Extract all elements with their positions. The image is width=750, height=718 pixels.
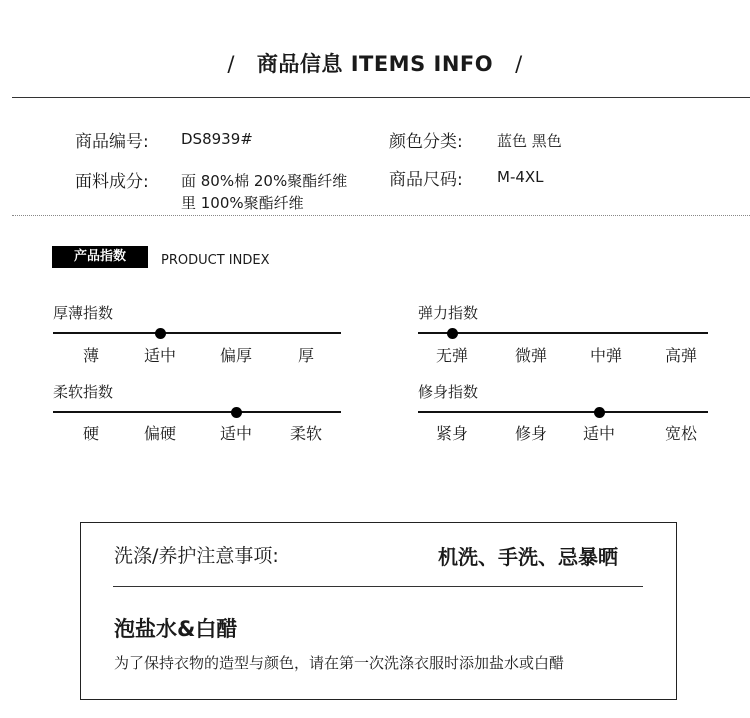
scale-title: 修身指数 bbox=[418, 383, 479, 401]
scale-option: 宽松 bbox=[664, 424, 697, 443]
scale-title: 柔软指数 bbox=[53, 383, 114, 401]
product-index-en: PRODUCT INDEX bbox=[161, 253, 270, 268]
scale-title: 厚薄指数 bbox=[53, 304, 114, 322]
title-text: 商品信息 ITEMS INFO bbox=[256, 52, 494, 76]
scale-title: 弹力指数 bbox=[418, 304, 479, 322]
title-slash-right: / bbox=[515, 52, 523, 76]
scale-line bbox=[418, 411, 708, 413]
scale-option: 适中 bbox=[143, 346, 176, 365]
material-line-lining: 里 100%聚酯纤维 bbox=[181, 194, 304, 212]
color-label: 颜色分类: bbox=[389, 132, 463, 152]
scale-option: 适中 bbox=[582, 424, 615, 443]
scale-option: 偏硬 bbox=[143, 424, 176, 443]
scale-option: 无弹 bbox=[435, 346, 468, 365]
scale-marker bbox=[594, 407, 605, 418]
material-label: 面料成分: bbox=[75, 172, 149, 192]
scale-line bbox=[53, 332, 341, 334]
scale-option: 薄 bbox=[82, 346, 99, 365]
scale-option: 厚 bbox=[297, 346, 314, 365]
scale-marker bbox=[155, 328, 166, 339]
scale-marker bbox=[231, 407, 242, 418]
title-slash-left: / bbox=[227, 52, 235, 76]
scale-option: 适中 bbox=[219, 424, 252, 443]
scale-option: 高弹 bbox=[664, 346, 697, 365]
code-value: DS8939# bbox=[181, 130, 253, 148]
scale-option: 偏厚 bbox=[219, 346, 252, 365]
scale-option: 柔软 bbox=[289, 424, 322, 443]
dotted-divider bbox=[12, 215, 750, 216]
care-label: 洗涤/养护注意事项: bbox=[114, 545, 279, 567]
color-value: 蓝色 黑色 bbox=[497, 132, 562, 150]
scale-line bbox=[53, 411, 341, 413]
size-value: M-4XL bbox=[497, 168, 544, 186]
tip-text: 为了保持衣物的造型与颜色，请在第一次洗涤衣服时添加盐水或白醋 bbox=[114, 654, 565, 672]
scale-option: 中弹 bbox=[589, 346, 622, 365]
scale-option: 微弹 bbox=[514, 346, 547, 365]
code-label: 商品编号: bbox=[75, 132, 149, 152]
care-divider bbox=[113, 586, 643, 587]
scale-option: 修身 bbox=[514, 424, 547, 443]
header-divider bbox=[12, 97, 750, 98]
scale-option: 硬 bbox=[82, 424, 99, 443]
material-line-outer: 面 80%棉 20%聚酯纤维 bbox=[181, 172, 348, 190]
tip-title: 泡盐水&白醋 bbox=[114, 617, 238, 641]
scale-option: 紧身 bbox=[435, 424, 468, 443]
scale-marker bbox=[447, 328, 458, 339]
product-index-badge: 产品指数 bbox=[52, 246, 148, 268]
care-methods: 机洗、手洗、忌暴晒 bbox=[438, 545, 618, 569]
section-title bbox=[0, 48, 750, 78]
size-label: 商品尺码: bbox=[389, 170, 463, 190]
scale-line bbox=[418, 332, 708, 334]
